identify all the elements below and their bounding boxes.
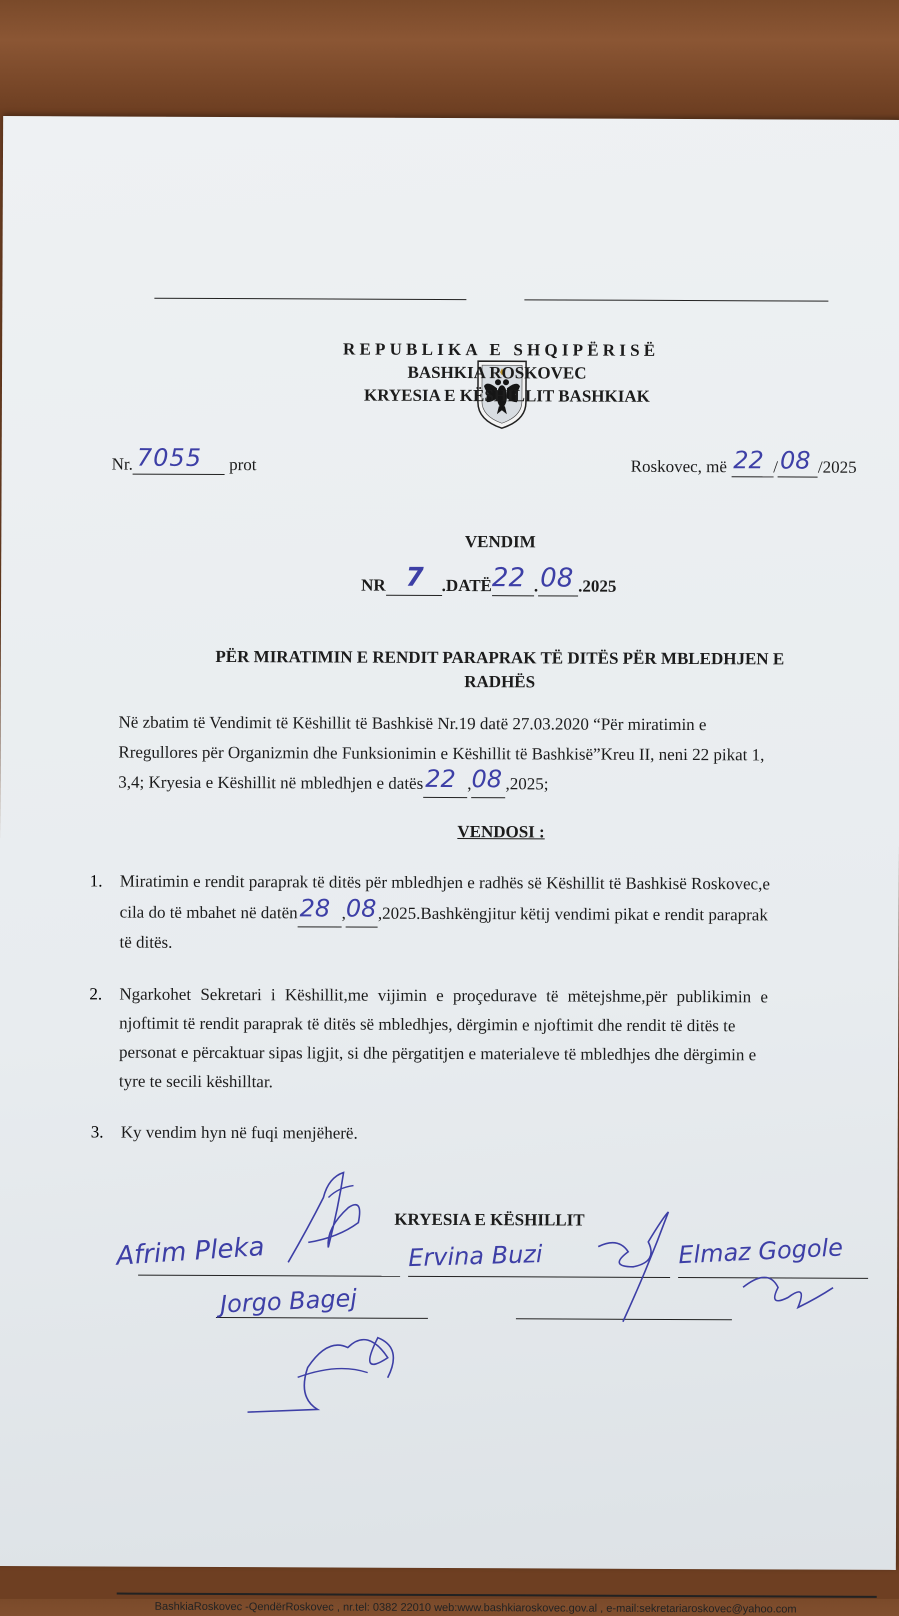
- item-2-number: 2.: [89, 984, 103, 1004]
- protocol-nr-handwritten: 7055: [136, 443, 203, 472]
- republic-heading: REPUBLIKA E SHQIPËRISË: [342, 339, 660, 360]
- preamble-line-1: Në zbatim të Vendimit të Këshillit të Bashkisë Nr.19 datë 27.03.2020 “Për miratimin e: [118, 712, 707, 735]
- signature-name-2: Ervina Buzi: [407, 1240, 543, 1273]
- preamble-line-3: 3,4; Kryesia e Këshillit në mbledhjen e datës 22 , 08 ,2025;: [118, 769, 548, 799]
- item-2-line-4: tyre te secili këshilltar.: [118, 1071, 273, 1092]
- council-presidency-heading: KRYESIA E KËSHILLIT BASHKIAK: [363, 385, 650, 406]
- decision-number-date: NR 7 .DATË 22 . 08 .2025: [361, 562, 617, 596]
- item-1-date-month: 08: [345, 894, 377, 923]
- signature-name-4: Jorgo Bagej: [219, 1284, 358, 1319]
- preamble-date-month: 08: [471, 765, 503, 794]
- item-1-line-1: Miratimin e rendit paraprak të ditës për mbledhjen e radhës së Këshillit të Bashkisë Roskovec,e: [119, 871, 770, 894]
- protocol-number: [111, 443, 257, 476]
- item-3-number: 3.: [90, 1122, 104, 1142]
- preamble-line-2: Rregullores për Organizmin dhe Funksionimin e Këshillit të Bashkisë”Kreu II, neni 22 pikat 1,: [118, 742, 765, 765]
- signature-heading: KRYESIA E KËSHILLIT: [394, 1209, 585, 1230]
- footer-contact: BashkiaRoskovec -QendërRoskovec , nr.tel: 0382 22010 web:www.bashkiaroskovec.gov.al , e-mail:sekretariaroskovec@yahoo.com: [154, 1600, 797, 1616]
- document-page: [0, 116, 899, 1616]
- decision-date-label: .DATË: [441, 575, 492, 596]
- municipality-heading: BASHKIA ROSKOVEC: [407, 362, 587, 383]
- item-1-number: 1.: [89, 871, 103, 891]
- decision-date-day: 22: [491, 563, 526, 594]
- item-1-date-day: 28: [299, 894, 331, 923]
- protocol-prot-label: prot: [229, 455, 257, 475]
- subject-line-2: RADHËS: [464, 672, 536, 692]
- decision-date-month: 08: [540, 563, 574, 594]
- signature-name-3: Elmaz Gogole: [677, 1233, 844, 1270]
- decision-date-year: .2025: [578, 576, 617, 596]
- item-2-line-3: personat e përcaktuar sipas ligjit, si dhe përgatitjen e materialeve të mbledhjes dhe dërgimin e: [119, 1042, 757, 1065]
- place-label: Roskovec, më: [630, 456, 728, 477]
- preamble-date-day: 22: [425, 764, 456, 794]
- place-date-month: 08: [779, 446, 811, 475]
- protocol-nr-label: Nr.: [111, 454, 133, 474]
- item-2-line-1: Ngarkohet Sekretari i Këshillit,me vijimin e proçedurave të mëtejshme,për publikimin e: [119, 984, 768, 1007]
- subject-line-1: PËR MIRATIMIN E RENDIT PARAPRAK TË DITËS PËR MBLEDHJEN E: [215, 646, 785, 669]
- signature-name-1: Afrim Pleka: [115, 1232, 266, 1272]
- item-2-line-2: njoftimit të rendit paraprak të ditës së mbledhjes, dërgimin e njoftimit dhe rendit të ditës te: [119, 1013, 736, 1036]
- signature-scribble-1: [268, 1167, 388, 1278]
- place-date: Roskovec, më 22 / 08 /2025: [630, 446, 857, 477]
- place-date-year: /2025: [817, 457, 857, 477]
- decides-heading: VENDOSI :: [457, 822, 545, 842]
- signature-scribble-3: [738, 1257, 838, 1317]
- item-1-line-3: të ditës.: [119, 932, 173, 952]
- decision-title: VENDIM: [464, 532, 536, 552]
- signature-scribble-4: [237, 1317, 417, 1418]
- signature-scribble-2: [588, 1207, 679, 1327]
- header-rule-right: [524, 299, 828, 301]
- item-3-line-1: Ky vendim hyn në fuqi menjëherë.: [120, 1122, 358, 1143]
- footer-rule: [117, 1593, 877, 1598]
- item-1-line-2: cila do të mbahet në datën 28 , 08 ,2025.Bashkëngjitur këtij vendimi pikat e rendit paraprak: [120, 899, 768, 930]
- decision-nr-handwritten: 7: [405, 562, 424, 593]
- header-rule-left: [154, 298, 466, 300]
- place-date-day: 22: [733, 446, 764, 475]
- decision-nr-label: NR: [361, 575, 386, 595]
